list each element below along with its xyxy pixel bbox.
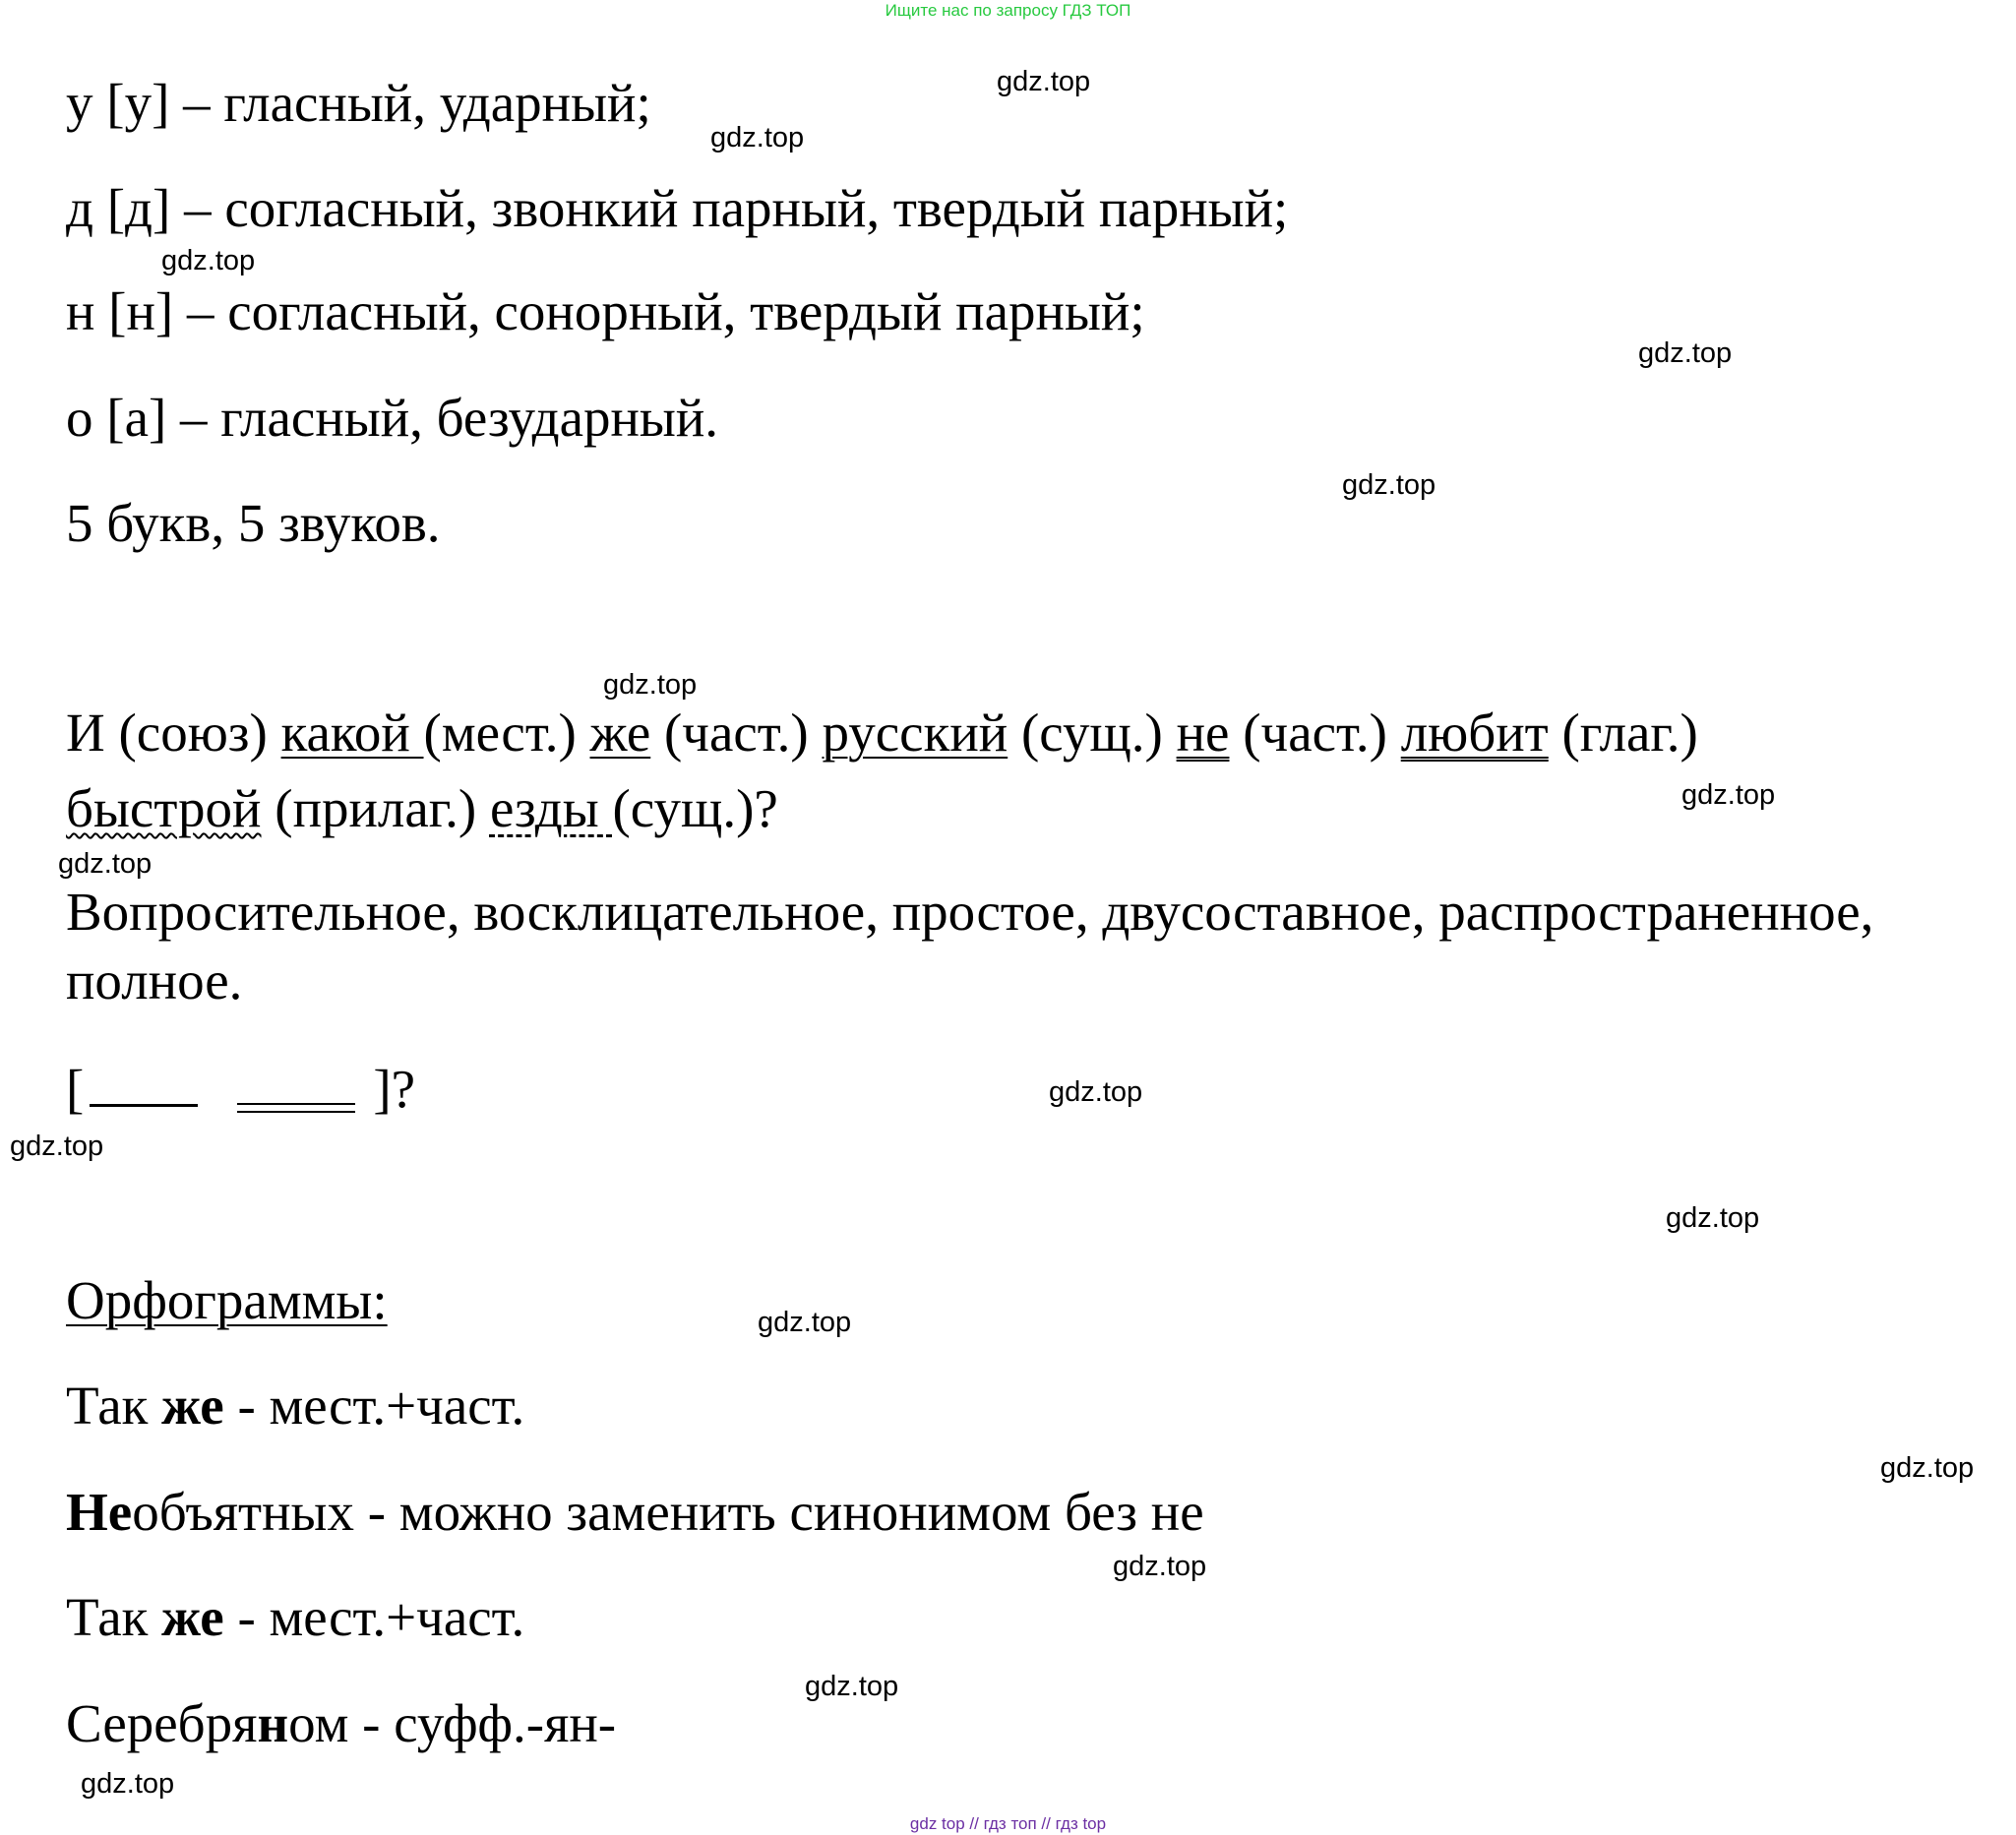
- orthogram-rule: ом - суфф.-ян-: [288, 1693, 617, 1753]
- scheme-subject-line: [90, 1104, 198, 1107]
- watermark: gdz.top: [10, 1131, 104, 1162]
- phonetic-line-d: д [д] – согласный, звонкий парный, твердый парный;: [66, 178, 1289, 238]
- orthogram-rule: - мест.+част.: [223, 1587, 525, 1647]
- orthogram-text: Так: [66, 1376, 162, 1436]
- phonetic-line-o: о [а] – гласный, безударный.: [66, 388, 719, 448]
- orthogram-highlight: же: [161, 1376, 224, 1436]
- orthograms-heading: Орфограммы:: [66, 1270, 388, 1330]
- pos-part: (част.): [650, 703, 823, 763]
- watermark: gdz.top: [805, 1671, 899, 1702]
- watermark: gdz.top: [1049, 1076, 1143, 1108]
- word-i: И: [66, 703, 105, 763]
- watermark: gdz.top: [1638, 337, 1733, 369]
- sentence-scheme: [66, 1058, 415, 1121]
- scheme-open-bracket: [: [66, 1059, 85, 1119]
- watermark: gdz.top: [1113, 1551, 1207, 1582]
- orthogram-item-1: [66, 1375, 524, 1437]
- sentence-characteristics-line2: полное.: [66, 950, 243, 1010]
- orthogram-highlight: н: [257, 1693, 289, 1753]
- watermark: gdz.top: [81, 1768, 175, 1800]
- orthogram-item-2: [66, 1481, 1204, 1544]
- orthogram-item-3: [66, 1586, 524, 1649]
- pos-pron: (мест.): [423, 703, 590, 763]
- pos-part-2: (част.): [1229, 703, 1401, 763]
- pos-noun: (сущ.): [1008, 703, 1177, 763]
- watermark: gdz.top: [603, 669, 698, 701]
- word-russkiy-subject: русский: [822, 703, 1008, 763]
- bottom-banner: gdz top // гдз топ // гдз top: [909, 1814, 1107, 1833]
- pos-conj: (союз): [104, 703, 281, 763]
- orthogram-text: Серебря: [66, 1693, 258, 1753]
- letters-sounds-count: 5 букв, 5 звуков.: [66, 493, 441, 553]
- orthogram-text: Так: [66, 1587, 162, 1647]
- scheme-close-bracket: ]?: [373, 1059, 416, 1119]
- orthogram-rule: объятных - можно заменить синонимом без не: [132, 1482, 1204, 1542]
- word-zhe: же: [589, 703, 651, 763]
- watermark: gdz.top: [58, 848, 153, 880]
- top-banner: Ищите нас по запросу ГДЗ ТОП: [885, 1, 1131, 20]
- pos-noun-2: (сущ.)?: [612, 778, 778, 838]
- watermark: gdz.top: [710, 122, 805, 153]
- sentence-parse-line1: [66, 702, 1698, 765]
- watermark: gdz.top: [1666, 1202, 1760, 1234]
- phonetic-line-u: у [у] – гласный, ударный;: [66, 73, 651, 133]
- sentence-parse-line2: [66, 777, 778, 840]
- word-kakoy: какой: [280, 703, 424, 763]
- watermark: gdz.top: [1681, 779, 1776, 811]
- watermark: gdz.top: [1880, 1452, 1975, 1484]
- pos-adj: (прилаг.): [261, 778, 490, 838]
- watermark: gdz.top: [997, 66, 1091, 97]
- orthogram-item-4: [66, 1692, 616, 1755]
- phonetic-line-n: н [н] – согласный, сонорный, твердый парный;: [66, 281, 1145, 341]
- watermark: gdz.top: [758, 1307, 852, 1338]
- sentence-characteristics-line1: Вопросительное, восклицательное, простое, двусоставное, распространенное,: [66, 882, 1874, 942]
- scheme-predicate-line: [237, 1103, 355, 1113]
- pos-verb: (глаг.): [1548, 703, 1698, 763]
- watermark: gdz.top: [161, 245, 256, 276]
- word-lyubit-predicate: любит: [1400, 703, 1549, 763]
- word-ne: не: [1176, 703, 1230, 763]
- word-ezdy-object: езды: [489, 778, 613, 838]
- watermark: gdz.top: [1342, 469, 1436, 501]
- orthogram-highlight: Не: [66, 1482, 133, 1542]
- orthogram-highlight: же: [161, 1587, 224, 1647]
- orthogram-rule: - мест.+част.: [223, 1376, 525, 1436]
- word-bystroy-attribute: быстрой: [66, 778, 262, 838]
